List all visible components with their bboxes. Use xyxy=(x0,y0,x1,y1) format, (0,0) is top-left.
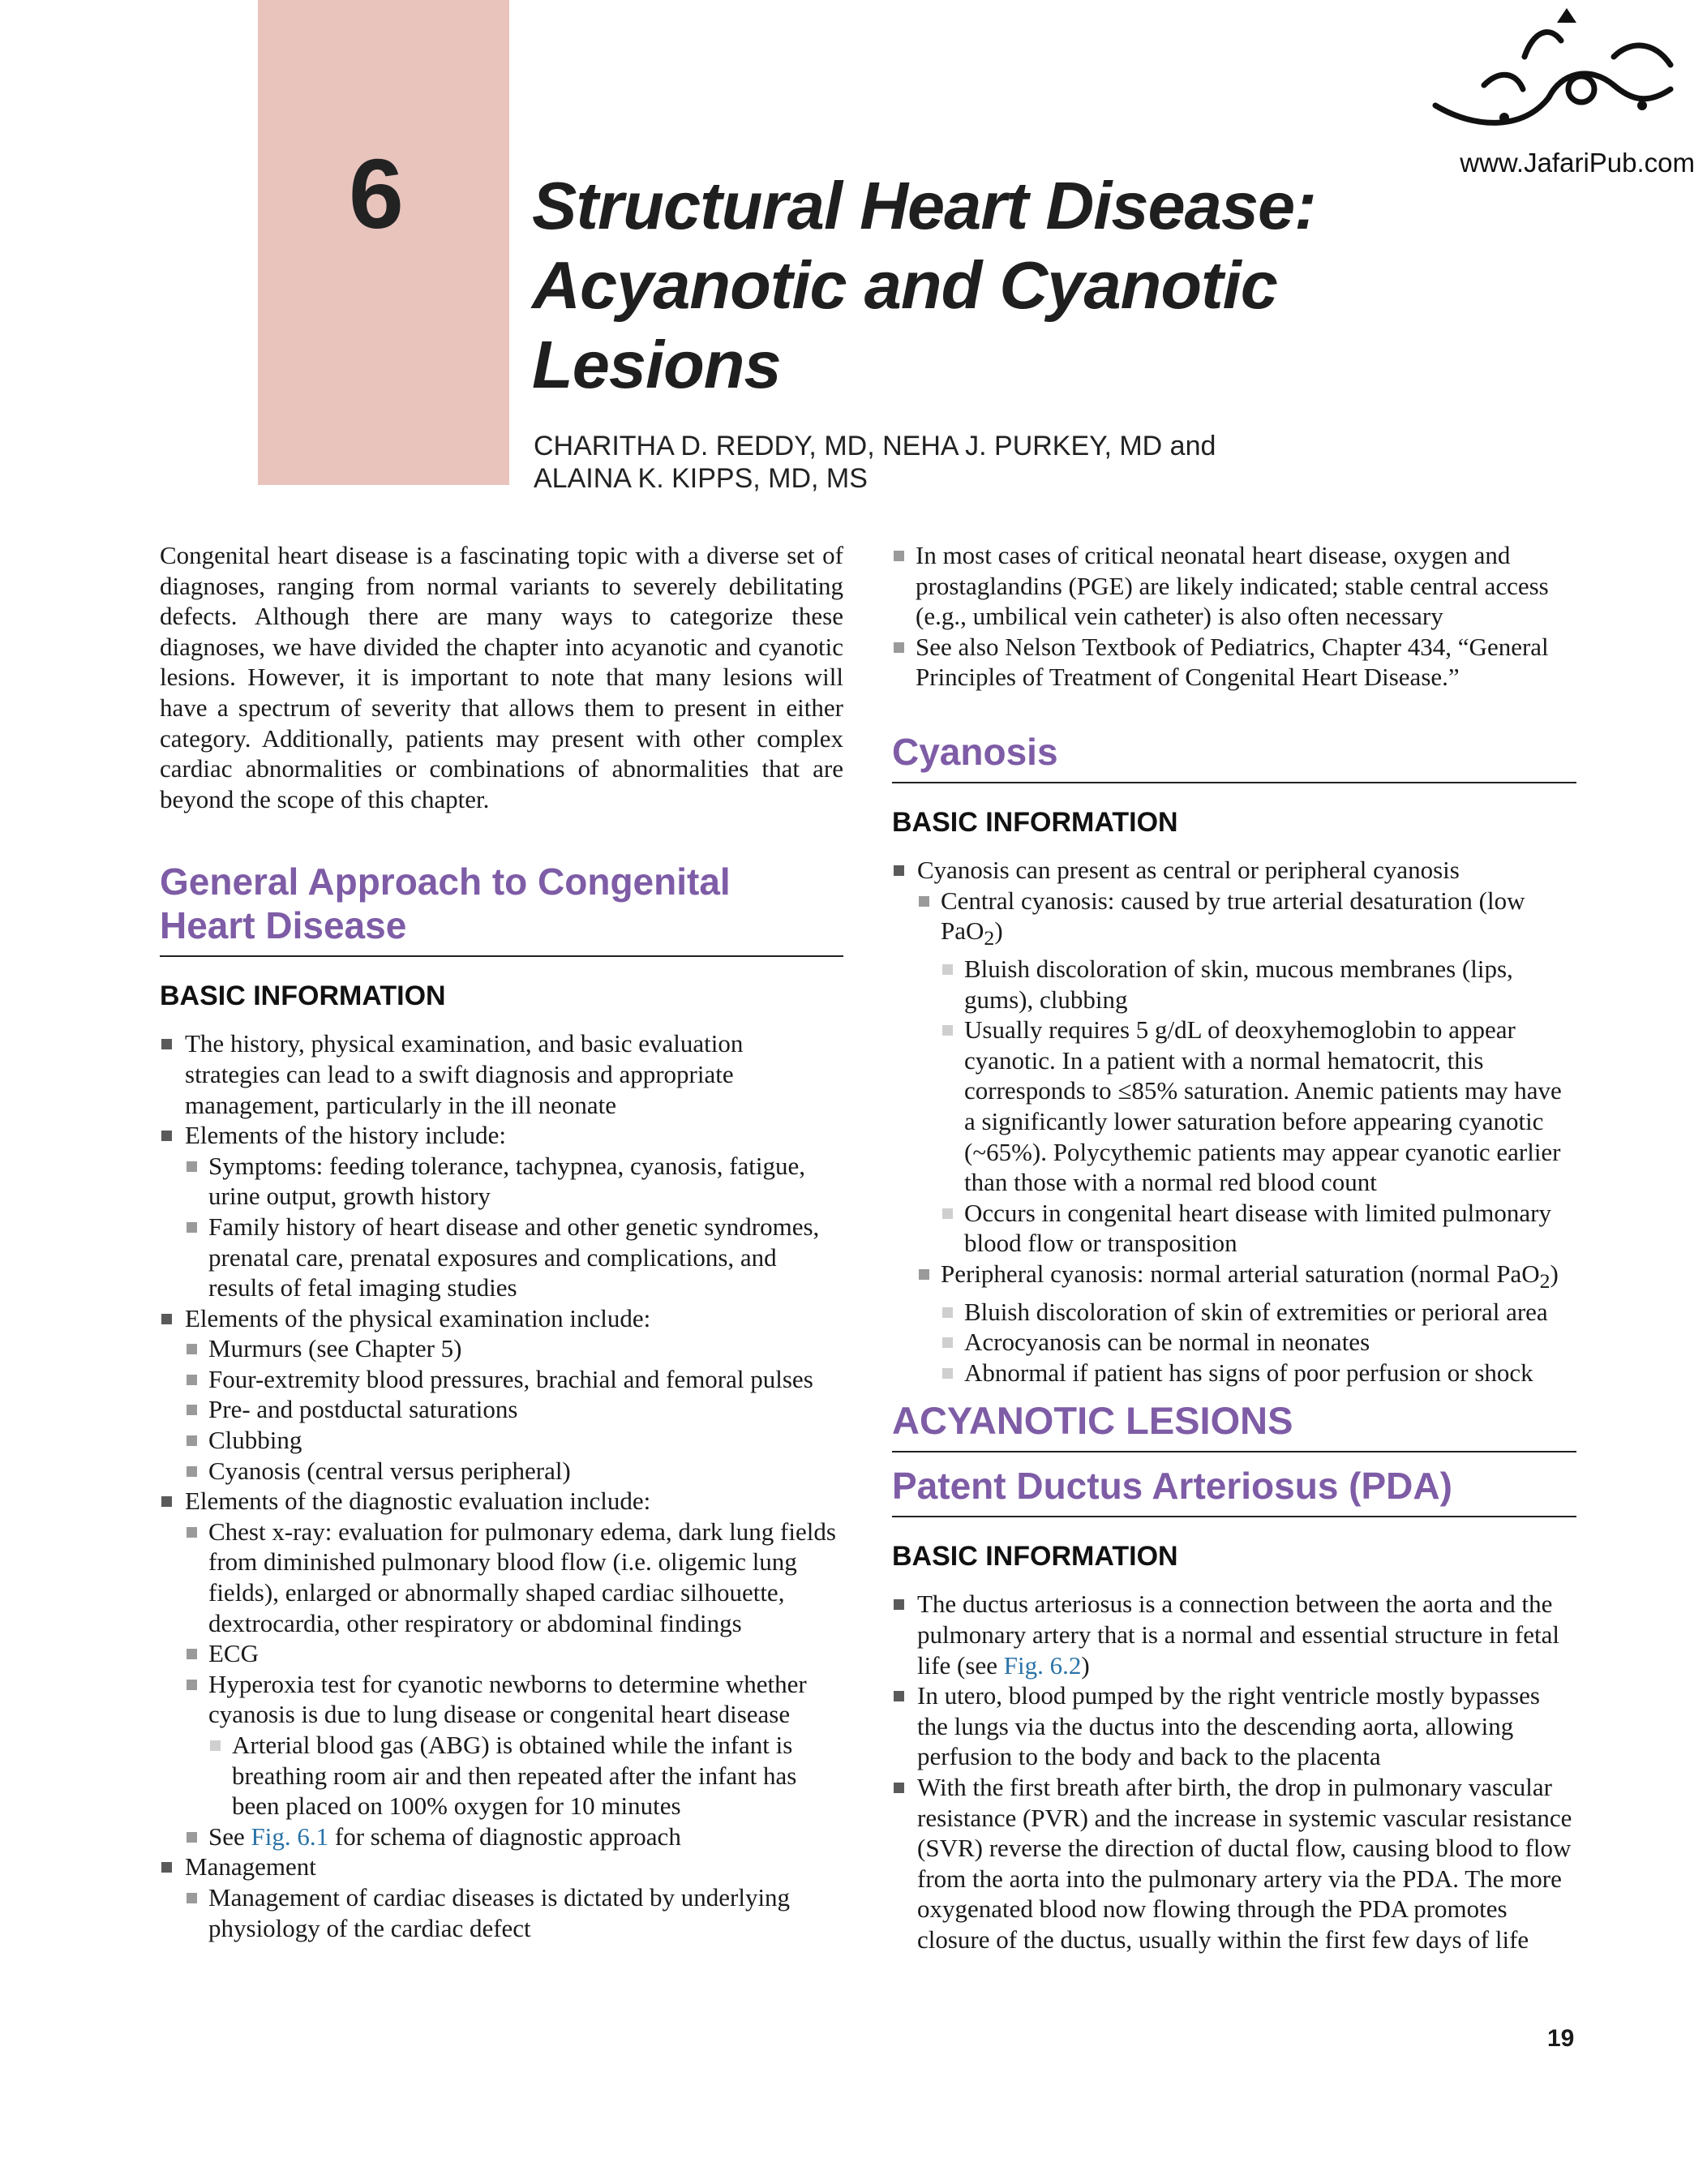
subheading-basic-information: BASIC INFORMATION xyxy=(892,806,1178,838)
chapter-authors xyxy=(534,430,1216,495)
list-item-text: Bluish discoloration of skin, mucous membranes (lips, gums), clubbing xyxy=(964,954,1513,1014)
list-item-text: ) xyxy=(1081,1650,1090,1680)
list-item-text: Pre- and postductal saturations xyxy=(208,1395,518,1424)
list-item xyxy=(185,1333,843,1364)
author-line: CHARITHA D. REDDY, MD, NEHA J. PURKEY, MD and xyxy=(534,431,1216,461)
list-item xyxy=(160,1028,843,1120)
list-item-text: Cyanosis (central versus peripheral) xyxy=(208,1456,571,1485)
list-item-text: In most cases of critical neonatal heart disease, oxygen and prostaglandins (PGE) are likely indicated; stable central access (e.g., umbilical vein catheter) is also often necessary xyxy=(916,541,1549,631)
list-item-text: See also Nelson Textbook of Pediatrics, Chapter 434, “General Principles of Treatment of Congenital Heart Disease.” xyxy=(916,632,1549,692)
list-item-text: Abnormal if patient has signs of poor perfusion or shock xyxy=(964,1358,1533,1387)
page-number: 19 xyxy=(1547,2025,1575,2052)
section-heading-line: General Approach to Congenital xyxy=(160,860,731,903)
list-item xyxy=(892,632,1576,693)
list-item-text: Chest x-ray: evaluation for pulmonary edema, dark lung fields from diminished pulmonary blood flow (i.e. oligemic lung fields), enlarged or abnormally shaped cardiac silhouette, dextrocardia, other respiratory or abdominal findings xyxy=(208,1517,836,1637)
list-item-text: Symptoms: feeding tolerance, tachypnea, cyanosis, fatigue, urine output, growth history xyxy=(208,1151,806,1211)
list-item-text: Family history of heart disease and other genetic syndromes, prenatal care, prenatal exposures and complications, and results of fetal imaging studies xyxy=(208,1212,820,1302)
section-heading-acyanotic-lesions: ACYANOTIC LESIONS xyxy=(892,1399,1576,1452)
subscript: 2 xyxy=(1539,1269,1550,1294)
list-item-text: Peripheral cyanosis: normal arterial saturation (normal PaO xyxy=(941,1259,1540,1288)
list-item xyxy=(185,1882,843,1943)
author-line: ALAINA K. KIPPS, MD, MS xyxy=(534,463,868,494)
list-item xyxy=(185,1821,843,1852)
right-column xyxy=(892,540,1576,1955)
subheading-basic-information: BASIC INFORMATION xyxy=(892,1541,1178,1573)
list-item xyxy=(185,1517,843,1638)
list-item xyxy=(185,1151,843,1212)
list-item-text: Clubbing xyxy=(208,1426,302,1455)
list-item-text: Bluish discoloration of skin of extremities or perioral area xyxy=(964,1297,1548,1326)
list-item-text: With the first breath after birth, the drop in pulmonary vascular resistance (PVR) and the increase in systemic vascular resistance (SVR) reverse the direction of ductal flow, causing blood to flow from the aorta into the pulmonary artery via the PDA. The more oxygenated blood now flowing through the PDA promotes closure of the ductus, usually within the first few days of life xyxy=(917,1773,1572,1954)
list-item-text: Hyperoxia test for cyanotic newborns to determine whether cyanosis is due to lung disease or congenital heart disease xyxy=(208,1669,807,1729)
list-item xyxy=(185,1212,843,1303)
list-item-text: See xyxy=(208,1821,251,1851)
section-heading-line: Heart Disease xyxy=(160,904,407,947)
list-item xyxy=(160,1303,843,1487)
list-item xyxy=(941,1015,1576,1198)
list-item xyxy=(185,1456,843,1487)
section-heading-general-approach xyxy=(160,860,843,957)
list-item-text: for schema of diagnostic approach xyxy=(328,1821,681,1851)
list-item-text: Management of cardiac diseases is dictated by underlying physiology of the cardiac defect xyxy=(208,1882,791,1942)
bullet-list xyxy=(892,1589,1576,1954)
list-item-text: The history, physical examination, and basic evaluation strategies can lead to a swift diagnosis and appropriate management, particularly in the ill neonate xyxy=(185,1029,744,1119)
chapter-number: 6 xyxy=(349,139,404,249)
chapter-title-line: Lesions xyxy=(532,327,781,402)
intro-paragraph: Congenital heart disease is a fascinating topic with a diverse set of diagnoses, ranging from normal variants to severely debilitating defects. Although there are many ways to categorize these diagnoses, we have divided the chapter into acyanotic and cyanotic lesions. However, it is important to note that many lesions will have a spectrum of severity that allows them to present in either category. Additionally, patients may present with other complex cardiac abnormalities or combinations of abnormalities that are beyond the scope of this chapter. xyxy=(160,541,843,813)
list-item-text: Elements of the history include: xyxy=(185,1121,507,1150)
publisher-logo-mark xyxy=(1427,8,1695,146)
figure-link-6-1[interactable]: Fig. 6.1 xyxy=(251,1821,329,1851)
list-item xyxy=(941,1327,1576,1358)
list-item xyxy=(892,855,1576,1388)
list-item-text: Management xyxy=(185,1852,316,1882)
list-item xyxy=(941,1358,1576,1388)
list-item-text: Acrocyanosis can be normal in neonates xyxy=(964,1328,1370,1357)
bullet-list xyxy=(892,855,1576,1388)
list-item xyxy=(185,1669,843,1821)
chapter-title-line: Structural Heart Disease: xyxy=(532,168,1316,243)
list-item xyxy=(941,954,1576,1015)
list-item-text: Murmurs (see Chapter 5) xyxy=(208,1334,462,1363)
chapter-title xyxy=(532,166,1424,405)
figure-link-6-2[interactable]: Fig. 6.2 xyxy=(1003,1650,1082,1680)
list-item-text: Usually requires 5 g/dL of deoxyhemoglobin to appear cyanotic. In a patient with a normal hematocrit, this corresponds to ≤85% saturation. Anemic patients may have a significantly lower saturation before appearing cyanotic (~65%). Polycythemic patients may appear cyanotic earlier than those with a normal red blood count xyxy=(964,1015,1562,1197)
list-item xyxy=(917,1259,1576,1388)
subheading-basic-information: BASIC INFORMATION xyxy=(160,980,446,1012)
list-item-text: Occurs in congenital heart disease with limited pulmonary blood flow or transposition xyxy=(964,1198,1551,1258)
list-item xyxy=(917,886,1576,1259)
list-item xyxy=(208,1730,843,1821)
list-item xyxy=(160,1120,843,1303)
list-item xyxy=(160,1486,843,1851)
chapter-title-line: Acyanotic and Cyanotic xyxy=(532,247,1277,323)
section-heading-pda: Patent Ductus Arteriosus (PDA) xyxy=(892,1464,1576,1517)
left-column xyxy=(160,540,843,1943)
subscript: 2 xyxy=(984,926,995,950)
list-item-text: Elements of the physical examination include: xyxy=(185,1303,651,1332)
section-heading-cyanosis: Cyanosis xyxy=(892,730,1576,783)
list-item xyxy=(185,1394,843,1425)
list-item xyxy=(941,1297,1576,1328)
bullet-list xyxy=(160,1028,843,1943)
list-item-text: Arterial blood gas (ABG) is obtained while the infant is breathing room air and then repeated after the infant has been placed on 100% oxygen for 10 minutes xyxy=(232,1731,797,1821)
list-item-text: Four-extremity blood pressures, brachial and femoral pulses xyxy=(208,1364,813,1393)
list-item xyxy=(185,1364,843,1395)
list-item-text: Cyanosis can present as central or peripheral cyanosis xyxy=(917,855,1460,884)
list-item xyxy=(892,540,1576,632)
bullet-list xyxy=(892,540,1576,693)
list-item-text: Central cyanosis: caused by true arterial desaturation (low PaO xyxy=(941,886,1525,946)
list-item xyxy=(892,1680,1576,1772)
list-item-text: Elements of the diagnostic evaluation include: xyxy=(185,1487,651,1516)
list-item-text: ) xyxy=(1550,1259,1559,1288)
list-item xyxy=(185,1638,843,1669)
list-item xyxy=(892,1589,1576,1680)
list-item xyxy=(160,1851,843,1943)
list-item xyxy=(892,1772,1576,1955)
list-item-text: In utero, blood pumped by the right ventricle mostly bypasses the lungs via the ductus into the descending aorta, allowing perfusion to the body and back to the placenta xyxy=(917,1681,1540,1771)
list-item xyxy=(185,1425,843,1456)
publisher-url[interactable]: www.JafariPub.com xyxy=(1460,148,1695,178)
list-item-text: The ductus arteriosus is a connection between the aorta and the pulmonary artery that is a normal and essential structure in fetal life (see xyxy=(917,1590,1559,1680)
list-item xyxy=(941,1198,1576,1259)
publisher-logo xyxy=(1427,8,1695,178)
list-item-text: ) xyxy=(994,916,1003,946)
list-item-text: ECG xyxy=(208,1639,259,1668)
